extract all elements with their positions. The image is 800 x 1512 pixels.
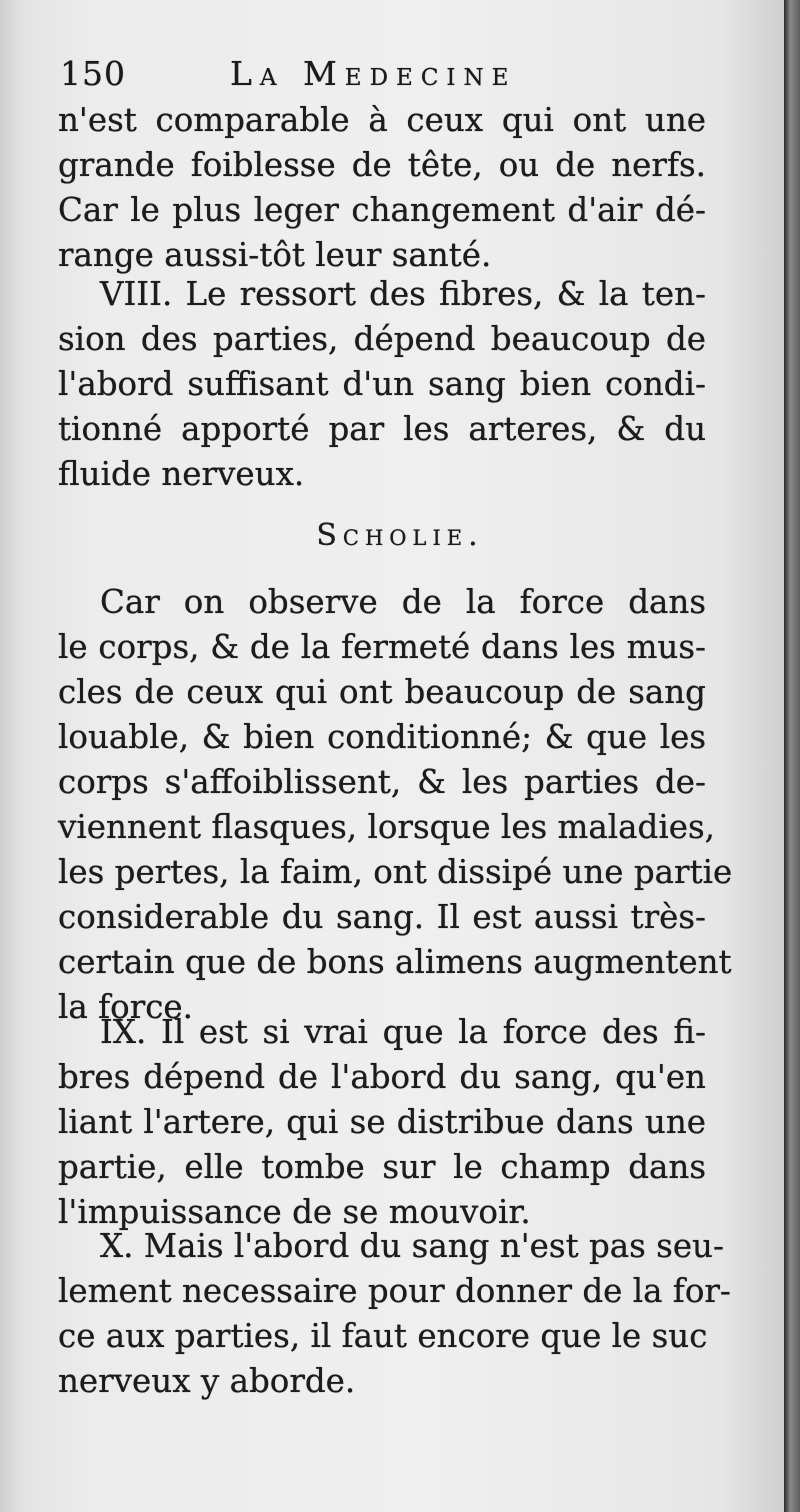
text-line: liant l'artere, qui se distribue dans une <box>58 1103 706 1141</box>
text-line: grande foiblesse de tête, ou de nerfs. <box>58 146 706 184</box>
text-line: Car le plus leger changement d'air dé- <box>58 191 706 229</box>
paragraph-viii <box>58 272 706 497</box>
page-number: 150 <box>60 54 126 93</box>
text-line: viennent flasques, lorsque les maladies, <box>58 808 715 846</box>
text-line: l'abord suffisant d'un sang bien condi- <box>58 365 706 403</box>
text-line: considerable du sang. Il est aussi très- <box>58 898 706 936</box>
text-line: certain que de bons alimens augmentent <box>58 943 732 981</box>
text-line: la force. <box>58 988 193 1026</box>
text-line: lement necessaire pour donner de la for- <box>58 1272 731 1310</box>
page-edge-shadow <box>784 0 800 1512</box>
paragraph-continuation <box>58 98 706 278</box>
text-line: tionné apporté par les arteres, & du <box>58 410 706 448</box>
paragraph-scholie <box>58 580 733 1030</box>
text-line: fluide nerveux. <box>58 455 305 493</box>
text-line: IX. Il est si vrai que la force des fi- <box>100 1013 706 1051</box>
text-line: l'impuissance de se mouvoir. <box>58 1193 531 1231</box>
paragraph-ix <box>58 1010 706 1235</box>
running-head: La Medecine <box>230 54 517 93</box>
text-line: corps s'affoiblissent, & les parties de- <box>58 763 706 801</box>
text-line: le corps, & de la fermeté dans les mus- <box>58 628 706 666</box>
text-line: ce aux parties, il faut encore que le suc <box>58 1317 708 1355</box>
text-line: partie, elle tombe sur le champ dans <box>58 1148 706 1186</box>
text-line: sion des parties, dépend beaucoup de <box>58 320 706 358</box>
text-line: Car on observe de la force dans <box>100 583 706 621</box>
text-line: cles de ceux qui ont beaucoup de sang <box>58 673 706 711</box>
text-line: bres dépend de l'abord du sang, qu'en <box>58 1058 706 1096</box>
text-line: VIII. Le ressort des fibres, & la ten- <box>100 275 706 313</box>
text-line: les pertes, la faim, ont dissipé une partie <box>58 853 733 891</box>
text-line: n'est comparable à ceux qui ont une <box>58 101 706 139</box>
text-line: nerveux y aborde. <box>58 1362 356 1400</box>
text-line: X. Mais l'abord du sang n'est pas seu- <box>100 1227 724 1265</box>
paragraph-x <box>58 1224 731 1404</box>
text-line: louable, & bien conditionné; & que les <box>58 718 706 756</box>
section-heading-scholie: Scholie. <box>316 518 484 553</box>
text-line: range aussi-tôt leur santé. <box>58 236 492 274</box>
